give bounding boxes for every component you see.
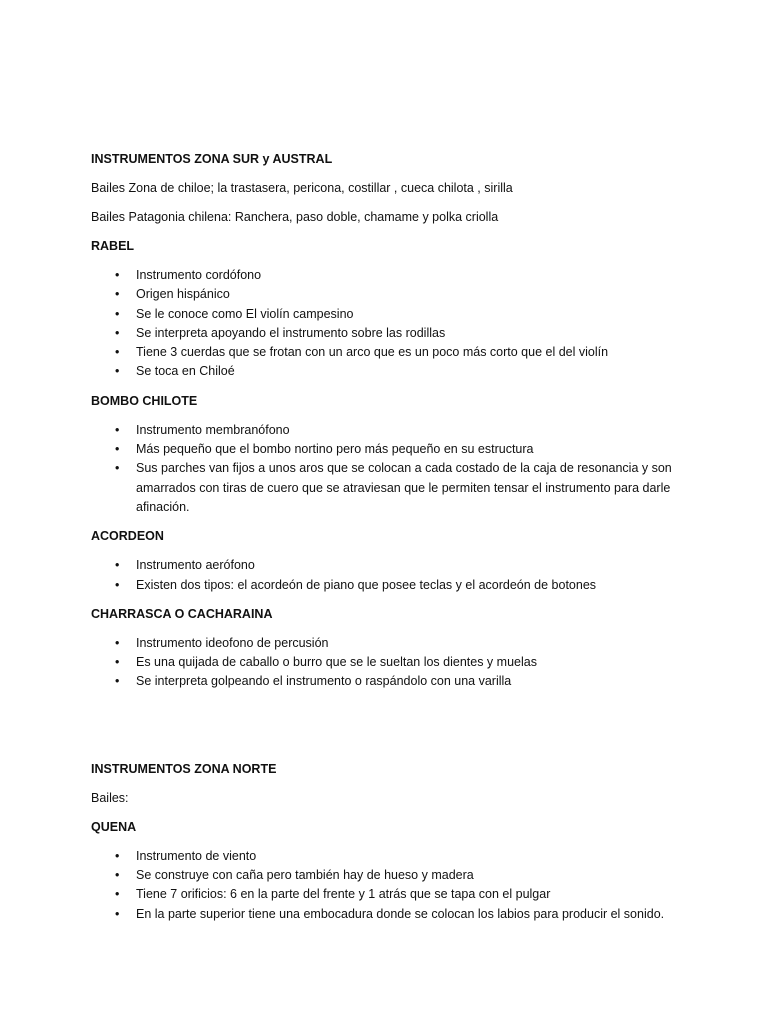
bullet-icon: •	[115, 635, 120, 650]
acordeon-list	[91, 556, 691, 595]
list-item-text: Se construye con caña pero también hay de hueso y madera	[136, 868, 474, 883]
bailes-norte-paragraph: Bailes:	[91, 790, 129, 805]
list-item-text: Más pequeño que el bombo nortino pero más pequeño en su estructura	[136, 442, 534, 457]
bullet-icon: •	[115, 887, 120, 902]
list-item	[91, 576, 691, 595]
instrument-heading-charrasca: CHARRASCA O CACHARAINA	[91, 606, 273, 621]
instrument-heading-bombo-chilote: BOMBO CHILOTE	[91, 393, 198, 408]
instrument-heading-acordeon: ACORDEON	[91, 529, 164, 544]
list-item	[91, 285, 691, 304]
list-item	[91, 885, 691, 904]
list-item-text: Es una quijada de caballo o burro que se le sueltan los dientes y muelas	[136, 655, 537, 670]
list-item-text: Se toca en Chiloé	[136, 364, 235, 379]
list-item	[91, 362, 691, 381]
bullet-icon: •	[115, 442, 120, 457]
list-item	[91, 905, 691, 924]
list-item	[91, 266, 691, 285]
list-item-text: Instrumento aerófono	[136, 558, 255, 573]
list-item	[91, 440, 691, 459]
list-item-text: Se interpreta golpeando el instrumento o raspándolo con una varilla	[136, 674, 512, 689]
bullet-icon: •	[115, 306, 120, 321]
bombo-chilote-list	[91, 421, 691, 517]
list-item-text: Instrumento ideofono de percusión	[136, 635, 329, 650]
list-item-text: Origen hispánico	[136, 287, 230, 302]
section-title-sur-austral: INSTRUMENTOS ZONA SUR y AUSTRAL	[91, 152, 333, 166]
list-item-text: Instrumento de viento	[136, 848, 257, 863]
bullet-icon: •	[115, 287, 120, 302]
bullet-icon: •	[115, 461, 120, 476]
bullet-icon: •	[115, 345, 120, 360]
document-body	[91, 150, 691, 934]
list-item	[91, 634, 691, 653]
bullet-icon: •	[115, 906, 120, 921]
list-item	[91, 866, 691, 885]
list-item	[91, 343, 691, 362]
bailes-patagonia-paragraph: Bailes Patagonia chilena: Ranchera, paso doble, chamame y polka criolla	[91, 210, 499, 224]
section-title-norte: INSTRUMENTOS ZONA NORTE	[91, 761, 277, 776]
instrument-heading-quena: QUENA	[91, 819, 137, 834]
bullet-icon: •	[115, 848, 120, 863]
list-item-text: Instrumento membranófono	[136, 422, 290, 437]
charrasca-list	[91, 634, 691, 692]
section-gap	[91, 702, 691, 760]
bullet-icon: •	[115, 655, 120, 670]
list-item-text: Sus parches van fijos a unos aros que se colocan a cada costado de la caja de resonancia y son amarrados con tiras de cuero que se atraviesan que le permiten tensar el instrumento para darle afinación.	[136, 461, 672, 514]
list-item-text: Tiene 7 orificios: 6 en la parte del frente y 1 atrás que se tapa con el pulgar	[136, 887, 551, 902]
bullet-icon: •	[115, 558, 120, 573]
list-item	[91, 847, 691, 866]
list-item-text: Instrumento cordófono	[136, 268, 262, 282]
bailes-chiloe-paragraph: Bailes Zona de chiloe; la trastasera, pericona, costillar , cueca chilota , sirilla	[91, 181, 513, 195]
list-item-text: En la parte superior tiene una embocadura donde se colocan los labios para producir el sonido.	[136, 906, 665, 921]
list-item-text: Tiene 3 cuerdas que se frotan con un arco que es un poco más corto que el del violín	[136, 345, 609, 360]
list-item	[91, 672, 691, 691]
instrument-heading-rabel: RABEL	[91, 239, 135, 253]
bullet-icon: •	[115, 268, 120, 282]
list-item-text: Se interpreta apoyando el instrumento sobre las rodillas	[136, 325, 446, 340]
list-item	[91, 653, 691, 672]
quena-list	[91, 847, 691, 924]
list-item-text: Existen dos tipos: el acordeón de piano que posee teclas y el acordeón de botones	[136, 577, 597, 592]
list-item	[91, 459, 691, 517]
list-item-text: Se le conoce como El violín campesino	[136, 306, 354, 321]
bullet-icon: •	[115, 325, 120, 340]
bullet-icon: •	[115, 674, 120, 689]
bullet-icon: •	[115, 422, 120, 437]
bullet-icon: •	[115, 868, 120, 883]
list-item	[91, 324, 691, 343]
rabel-list	[91, 266, 691, 382]
list-item	[91, 556, 691, 575]
list-item	[91, 421, 691, 440]
list-item	[91, 305, 691, 324]
bullet-icon: •	[115, 364, 120, 379]
bullet-icon: •	[115, 577, 120, 592]
